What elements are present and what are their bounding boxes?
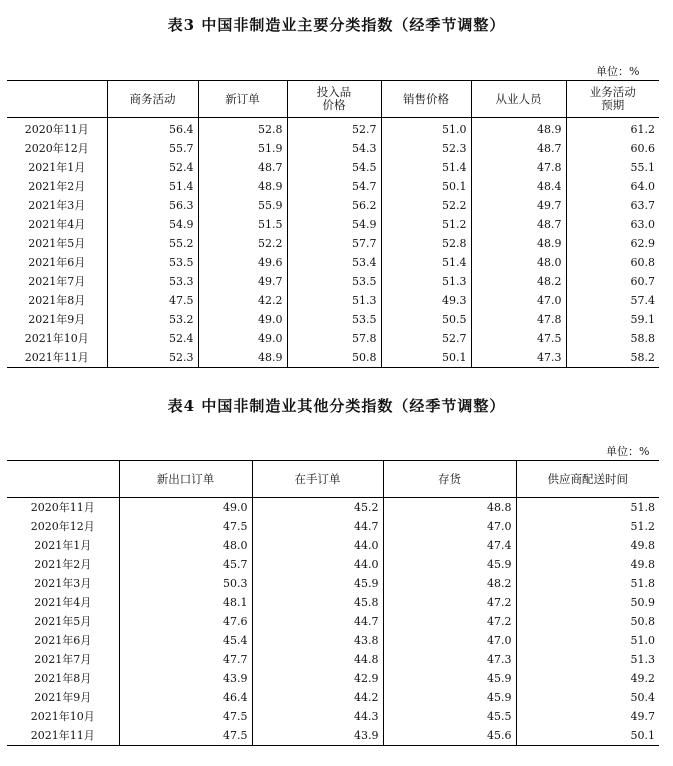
row-month-label: 2021年7月 [28,275,86,288]
table-cell: 45.2 [252,498,383,518]
table-cell: 49.8 [516,555,659,574]
table-cell: 47.3 [471,348,566,368]
table3 [7,80,659,368]
table-row [7,272,659,291]
table-cell: 54.7 [287,177,381,196]
table-cell: 47.4 [383,536,516,555]
row-month-label: 2021年7月 [34,653,92,666]
row-month-label: 2021年8月 [28,294,86,307]
table-cell: 52.8 [381,234,471,253]
table-cell: 57.7 [287,234,381,253]
row-month-label: 2020年11月 [30,501,95,514]
table-cell: 51.8 [516,574,659,593]
table-cell: 51.3 [516,650,659,669]
row-month-label: 2021年1月 [34,539,92,552]
table-row [7,612,659,631]
table3-header-cell: 投入品 价格 [287,81,381,118]
table-cell: 51.5 [198,215,287,234]
table-cell: 49.2 [516,669,659,688]
table-cell: 53.2 [107,310,198,329]
table-cell: 46.4 [119,688,252,707]
table-cell: 48.9 [471,234,566,253]
table-cell: 55.7 [107,139,198,158]
row-month-label: 2020年12月 [30,520,95,533]
table-cell: 47.8 [471,158,566,177]
table-cell: 58.8 [566,329,659,348]
table-cell: 44.0 [252,536,383,555]
table-cell: 48.1 [119,593,252,612]
table-cell: 49.7 [198,272,287,291]
table-cell: 48.9 [198,348,287,368]
table-row [7,631,659,650]
table-cell: 57.8 [287,329,381,348]
row-month-label: 2021年6月 [34,634,92,647]
table-cell: 55.1 [566,158,659,177]
table-cell: 45.8 [252,593,383,612]
table-row [7,215,659,234]
table-cell: 49.0 [198,310,287,329]
table-cell: 44.7 [252,517,383,536]
table-cell: 48.9 [198,177,287,196]
table-cell: 49.0 [198,329,287,348]
row-month-label: 2021年6月 [28,256,86,269]
table3-title: 表3 中国非制造业主要分类指数（经季节调整） [167,16,506,34]
table-row [7,291,659,310]
table4-header-cell: 新出口订单 [119,461,252,498]
table-cell: 45.9 [252,574,383,593]
table3-header-cell: 从业人员 [471,81,566,118]
table-cell: 45.9 [383,555,516,574]
table-cell: 63.7 [566,196,659,215]
table-cell: 45.9 [383,669,516,688]
table3-header-cell: 新订单 [198,81,287,118]
row-month-label: 2020年12月 [24,142,89,155]
table-cell: 44.3 [252,707,383,726]
row-month-label: 2021年2月 [28,180,86,193]
table-cell: 47.0 [471,291,566,310]
row-month-label: 2021年5月 [34,615,92,628]
table-cell: 47.5 [119,726,252,746]
table-row [7,650,659,669]
table-cell: 51.0 [381,118,471,140]
table3-body [7,118,659,368]
table-cell: 45.7 [119,555,252,574]
table-cell: 50.4 [516,688,659,707]
table-cell: 60.7 [566,272,659,291]
row-month-label: 2021年10月 [30,710,95,723]
table-cell: 51.4 [381,253,471,272]
table-cell: 53.3 [107,272,198,291]
row-month-label: 2020年11月 [24,123,89,136]
table4-header-cell: 存货 [383,461,516,498]
table-cell: 45.6 [383,726,516,746]
table-cell: 54.9 [107,215,198,234]
table-cell: 50.8 [516,612,659,631]
table-cell: 53.5 [287,272,381,291]
table-cell: 47.7 [119,650,252,669]
row-month-label: 2021年8月 [34,672,92,685]
table-cell: 52.4 [107,158,198,177]
table-cell: 51.4 [107,177,198,196]
table-row [7,329,659,348]
table-cell: 52.2 [381,196,471,215]
table-cell: 48.2 [383,574,516,593]
table-cell: 47.6 [119,612,252,631]
table-row [7,139,659,158]
row-month-label: 2021年2月 [34,558,92,571]
table-cell: 47.3 [383,650,516,669]
table-cell: 47.5 [119,707,252,726]
row-month-label: 2021年1月 [28,161,86,174]
table-cell: 51.2 [516,517,659,536]
table-cell: 43.9 [252,726,383,746]
table-cell: 51.8 [516,498,659,518]
table-cell: 50.9 [516,593,659,612]
table-cell: 49.8 [516,536,659,555]
table-cell: 50.1 [516,726,659,746]
table-cell: 52.7 [287,118,381,140]
table-row [7,310,659,329]
table4-header-cell: 供应商配送时间 [516,461,659,498]
table-row [7,726,659,746]
row-month-label: 2021年3月 [34,577,92,590]
table-cell: 55.2 [107,234,198,253]
table-row [7,669,659,688]
table-cell: 54.5 [287,158,381,177]
table-cell: 58.2 [566,348,659,368]
table-cell: 47.5 [471,329,566,348]
table-cell: 48.4 [471,177,566,196]
table3-header-cell: 商务活动 [107,81,198,118]
table-row [7,574,659,593]
table-cell: 49.3 [381,291,471,310]
table-cell: 47.0 [383,631,516,650]
table-cell: 45.4 [119,631,252,650]
table-cell: 52.2 [198,234,287,253]
table-cell: 42.2 [198,291,287,310]
table-cell: 51.3 [381,272,471,291]
table-row [7,688,659,707]
table-row [7,498,659,518]
table-cell: 47.2 [383,593,516,612]
table-cell: 50.5 [381,310,471,329]
table-row [7,158,659,177]
table-row [7,234,659,253]
table-cell: 50.1 [381,348,471,368]
table-cell: 50.3 [119,574,252,593]
table3-header-row [7,81,659,118]
table-cell: 54.9 [287,215,381,234]
table-cell: 44.8 [252,650,383,669]
row-month-label: 2021年4月 [28,218,86,231]
row-month-label: 2021年11月 [30,729,95,742]
table-cell: 50.1 [381,177,471,196]
table-cell: 44.2 [252,688,383,707]
table-cell: 52.4 [107,329,198,348]
table-cell: 56.2 [287,196,381,215]
table-cell: 49.0 [119,498,252,518]
row-month-label: 2021年9月 [34,691,92,704]
table-cell: 47.8 [471,310,566,329]
table-cell: 48.7 [471,139,566,158]
table-cell: 54.3 [287,139,381,158]
table-row [7,593,659,612]
table-cell: 60.6 [566,139,659,158]
table-cell: 56.3 [107,196,198,215]
table-cell: 43.9 [119,669,252,688]
row-month-label: 2021年10月 [24,332,89,345]
table4-body [7,498,659,746]
table-row [7,555,659,574]
table-cell: 51.0 [516,631,659,650]
table-row [7,517,659,536]
table-cell: 49.7 [471,196,566,215]
table-row [7,707,659,726]
table-cell: 52.7 [381,329,471,348]
table4-header-row [7,461,659,498]
table-cell: 43.8 [252,631,383,650]
table-cell: 53.5 [107,253,198,272]
table-cell: 49.6 [198,253,287,272]
table-cell: 64.0 [566,177,659,196]
table-cell: 48.0 [471,253,566,272]
row-month-label: 2021年4月 [34,596,92,609]
table-cell: 44.0 [252,555,383,574]
table-row [7,536,659,555]
table-cell: 63.0 [566,215,659,234]
table-cell: 48.0 [119,536,252,555]
row-month-label: 2021年9月 [28,313,86,326]
table-cell: 53.5 [287,310,381,329]
table-row [7,253,659,272]
table4 [7,460,659,746]
table-row [7,196,659,215]
row-month-label: 2021年5月 [28,237,86,250]
table3-header-cell: 业务活动 预期 [566,81,659,118]
table4-header-cell [7,461,119,498]
table-cell: 48.2 [471,272,566,291]
table-cell: 51.2 [381,215,471,234]
table-cell: 45.5 [383,707,516,726]
table-cell: 57.4 [566,291,659,310]
table-cell: 48.8 [383,498,516,518]
table-cell: 51.9 [198,139,287,158]
table-cell: 47.0 [383,517,516,536]
table-row [7,348,659,368]
table-cell: 53.4 [287,253,381,272]
table-cell: 60.8 [566,253,659,272]
table-cell: 52.8 [198,118,287,140]
table-cell: 61.2 [566,118,659,140]
table-row [7,177,659,196]
table-row [7,118,659,140]
row-month-label: 2021年3月 [28,199,86,212]
table-cell: 48.7 [471,215,566,234]
table-cell: 47.2 [383,612,516,631]
table4-unit: 单位：% [606,445,650,458]
table-cell: 42.9 [252,669,383,688]
table-cell: 50.8 [287,348,381,368]
table-cell: 51.3 [287,291,381,310]
table3-header-cell [7,81,107,118]
table-cell: 47.5 [107,291,198,310]
table-cell: 44.7 [252,612,383,631]
table-cell: 56.4 [107,118,198,140]
table-cell: 48.9 [471,118,566,140]
table-cell: 62.9 [566,234,659,253]
table-cell: 48.7 [198,158,287,177]
table4-header-cell: 在手订单 [252,461,383,498]
table-cell: 52.3 [381,139,471,158]
table-cell: 55.9 [198,196,287,215]
table3-unit: 单位：% [596,65,640,78]
table3-header-cell: 销售价格 [381,81,471,118]
row-month-label: 2021年11月 [24,351,89,364]
table-cell: 49.7 [516,707,659,726]
table-cell: 51.4 [381,158,471,177]
table-cell: 47.5 [119,517,252,536]
table-cell: 52.3 [107,348,198,368]
table-cell: 59.1 [566,310,659,329]
table-cell: 45.9 [383,688,516,707]
table4-title: 表4 中国非制造业其他分类指数（经季节调整） [167,397,506,415]
